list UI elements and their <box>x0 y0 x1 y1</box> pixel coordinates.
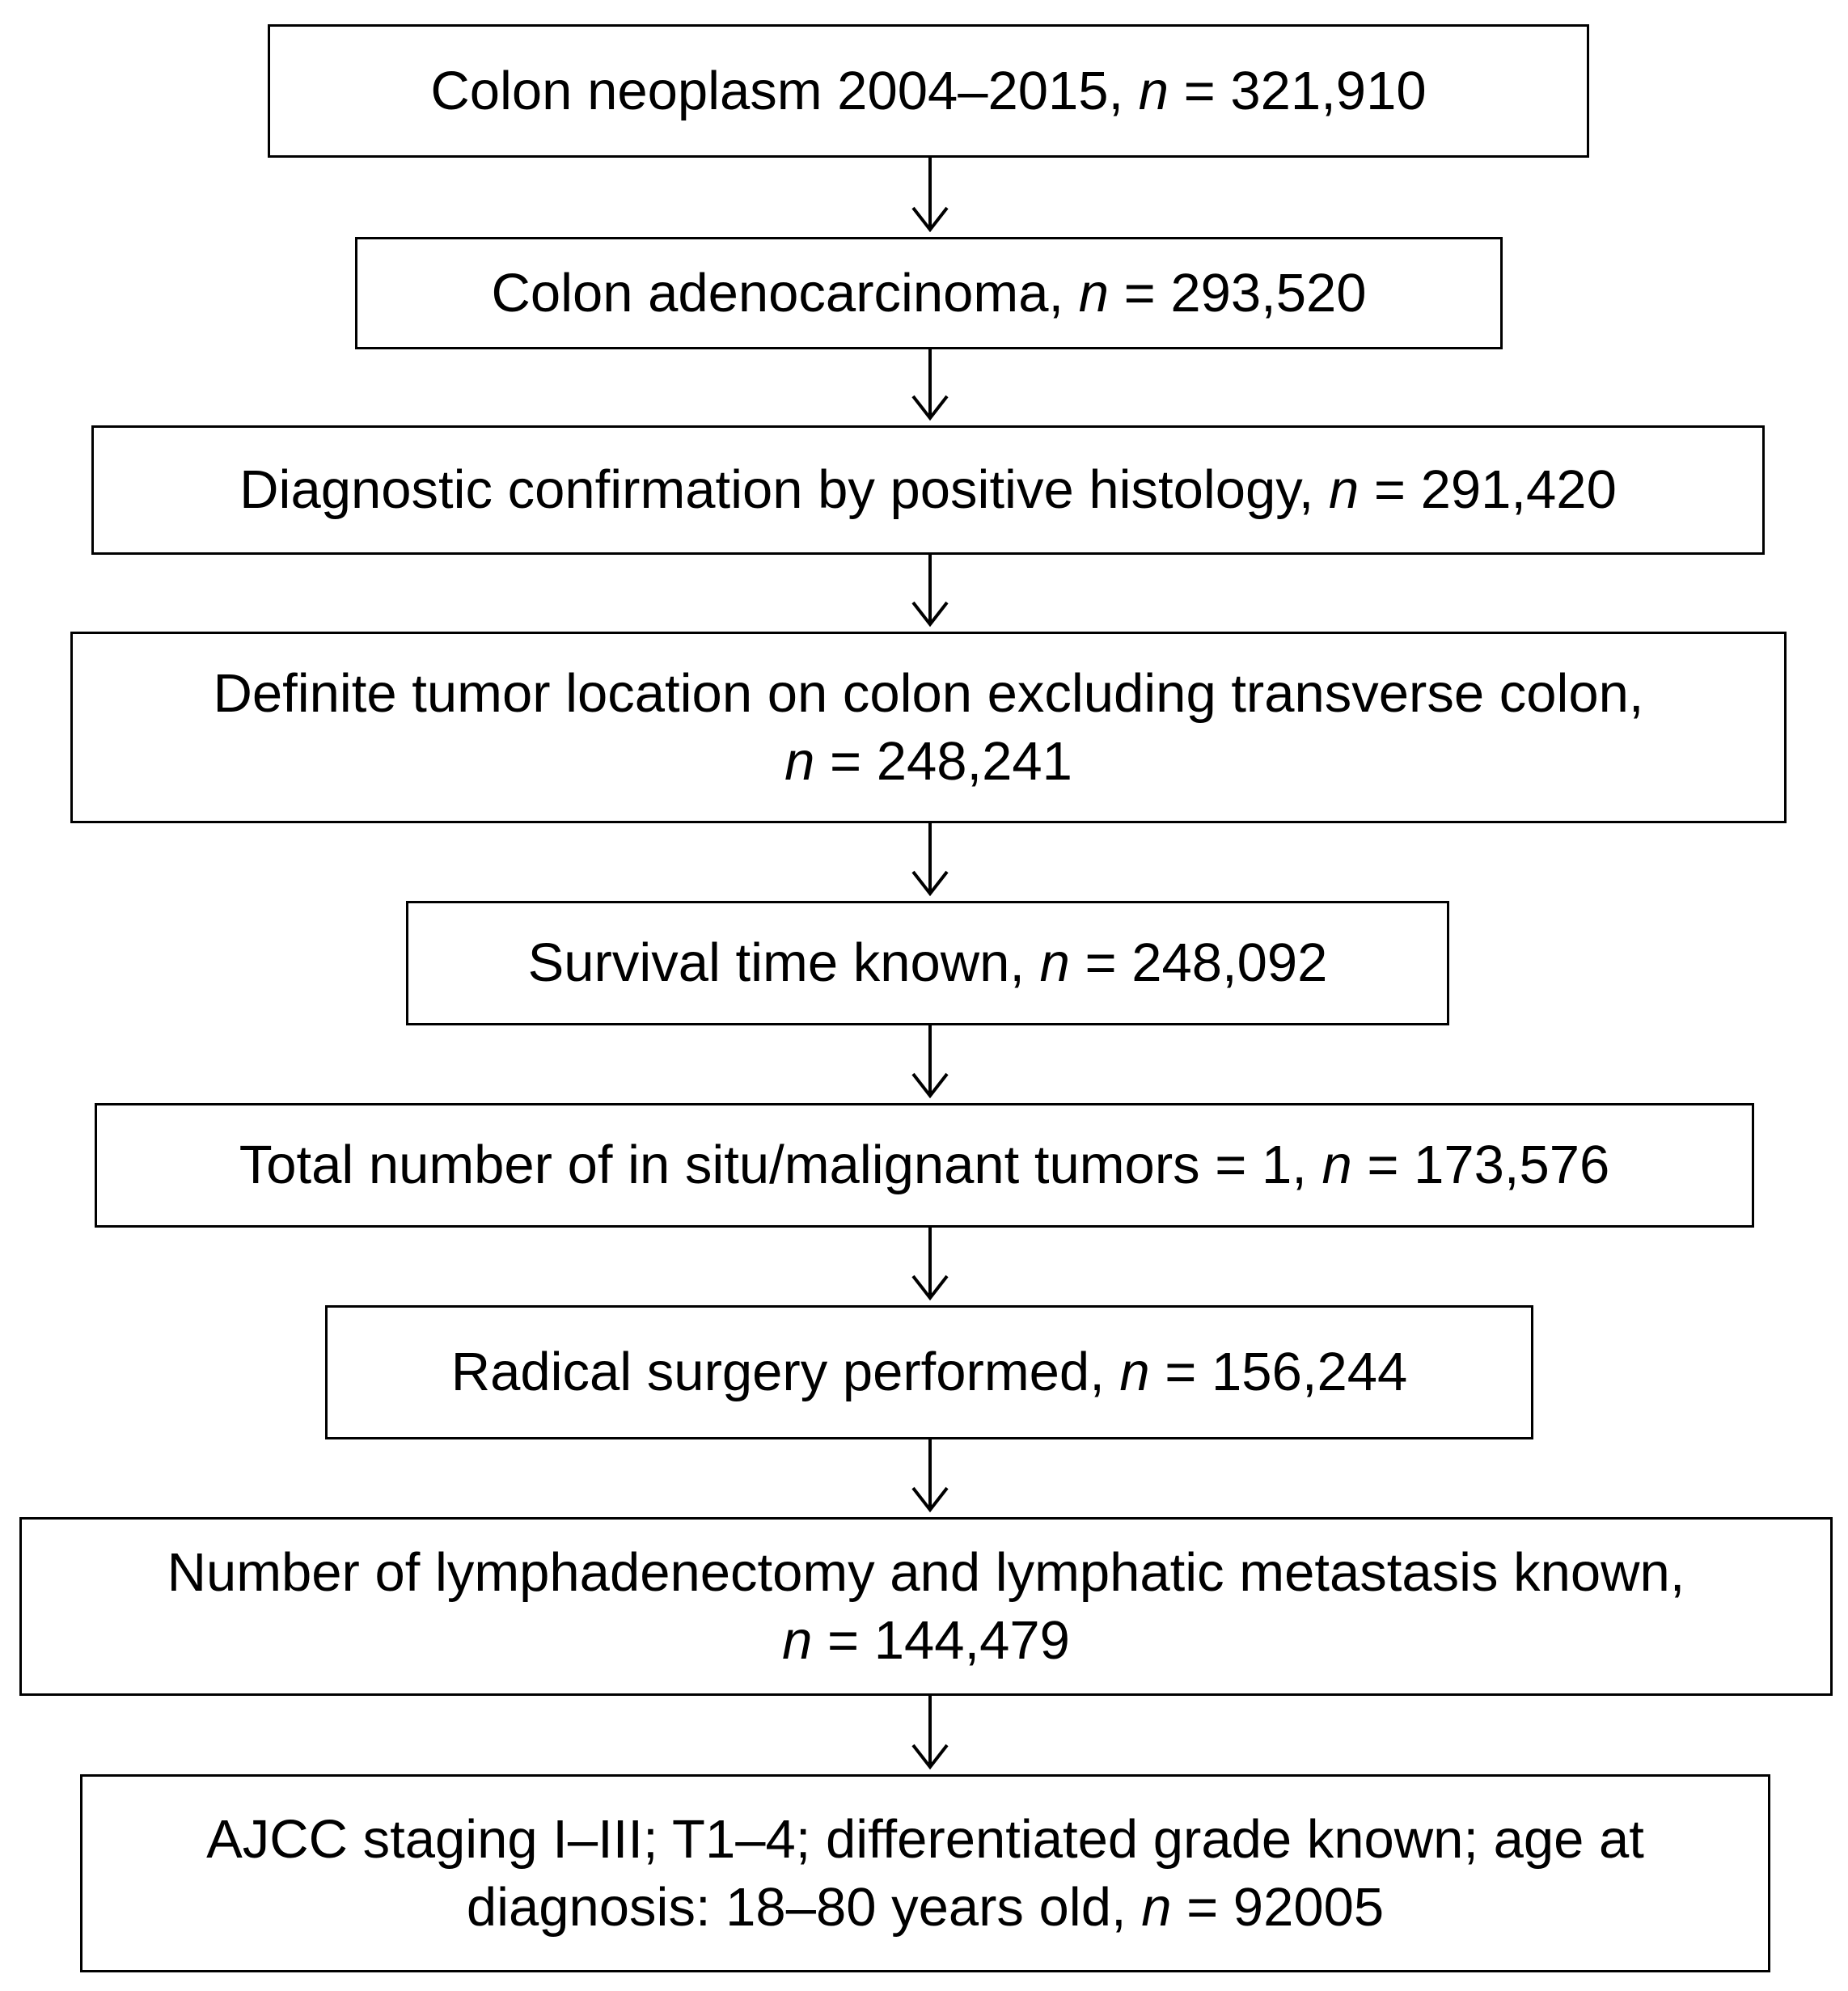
step-8-text-line2: n = 144,479 <box>782 1609 1070 1671</box>
step-9-text-line2: diagnosis: 18–80 years old, n = 92005 <box>466 1876 1385 1938</box>
step-6-text: Total number of in situ/malignant tumors = 1, n = 173,576 <box>239 1135 1610 1195</box>
step-box-2 <box>355 237 1503 349</box>
step-box-9 <box>80 1774 1770 1972</box>
step-box-7 <box>325 1305 1533 1439</box>
arrow-3-4 <box>913 555 947 624</box>
arrow-8-9 <box>913 1696 947 1767</box>
arrow-1-2 <box>913 158 947 230</box>
step-3-text: Diagnostic confirmation by positive histology, n = 291,420 <box>239 459 1617 520</box>
arrow-2-3 <box>913 349 947 418</box>
step-box-8 <box>19 1517 1833 1696</box>
arrow-4-5 <box>913 823 947 894</box>
step-4-text-line2: n = 248,241 <box>784 730 1072 792</box>
step-7-text: Radical surgery performed, n = 156,244 <box>450 1342 1408 1402</box>
step-9-text-line1: AJCC staging I–III; T1–4; differentiated grade known; age at <box>206 1808 1644 1870</box>
step-box-6 <box>95 1103 1754 1228</box>
step-2-text: Colon adenocarcinoma, n = 293,520 <box>491 262 1367 323</box>
step-1-text: Colon neoplasm 2004–2015, n = 321,910 <box>430 60 1427 121</box>
arrow-5-6 <box>913 1025 947 1096</box>
step-box-3 <box>91 425 1765 555</box>
step-4-text-line1: Definite tumor location on colon excluding transverse colon, <box>213 662 1644 724</box>
arrow-7-8 <box>913 1439 947 1510</box>
step-box-1 <box>268 24 1589 158</box>
step-5-text: Survival time known, n = 248,092 <box>527 932 1328 993</box>
step-box-4 <box>70 632 1787 823</box>
arrow-6-7 <box>913 1228 947 1298</box>
step-box-5 <box>406 901 1449 1025</box>
step-8-text-line1: Number of lymphadenectomy and lymphatic metastasis known, <box>167 1541 1685 1603</box>
